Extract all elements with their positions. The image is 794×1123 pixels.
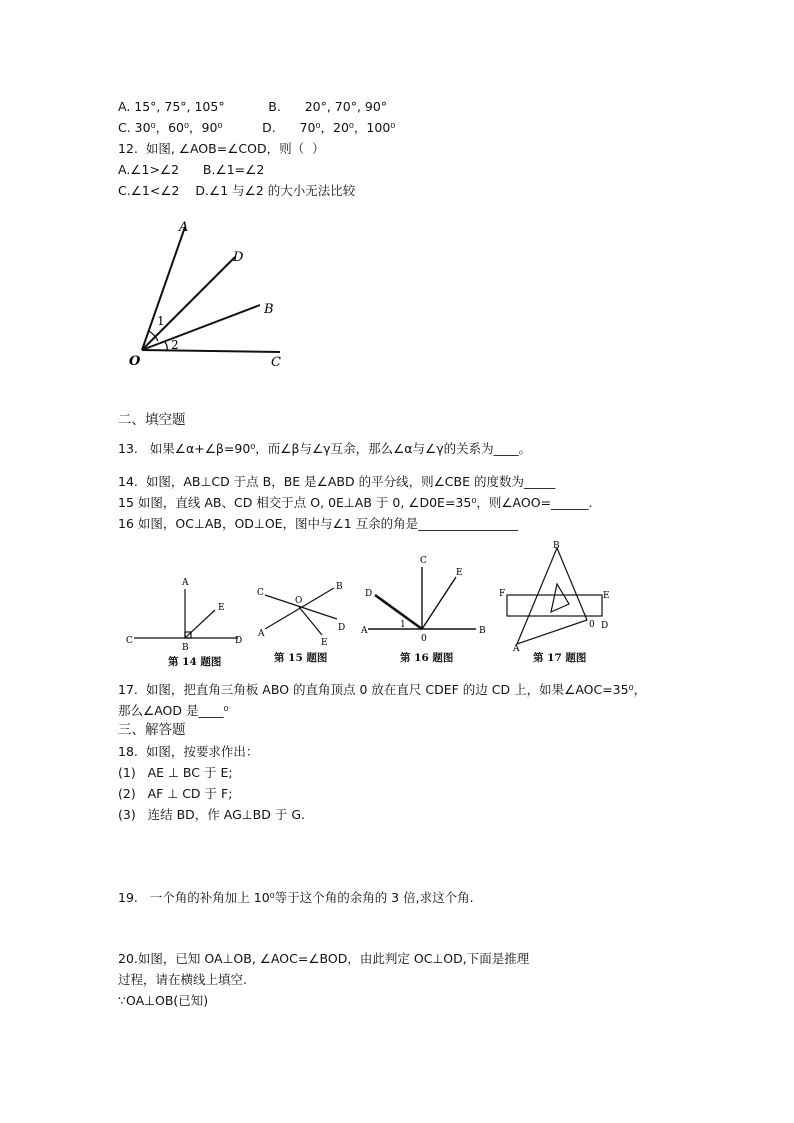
- fig16-label-e: E: [456, 568, 463, 578]
- figure-q12: [125, 215, 295, 375]
- q13: 13. 如果∠α+∠β=90⁰，而∠β与∠γ互余，那么∠α与∠γ的关系为____。: [118, 441, 532, 456]
- fig15-label-o: O: [295, 596, 303, 606]
- fig12-label-c: C: [271, 355, 281, 370]
- fig17-label-b: B: [553, 541, 560, 551]
- fig12-label-1: 1: [157, 314, 165, 328]
- figure-q16: [358, 553, 494, 645]
- q12-option-ab: A.∠1>∠2 B.∠1=∠2: [118, 162, 265, 177]
- fig16-label-o: 0: [421, 634, 427, 644]
- fig15-label-d: D: [338, 623, 346, 633]
- fig16-label-c: C: [420, 556, 427, 566]
- q18-item-2: (2) AF ⊥ CD 于 F;: [118, 786, 233, 801]
- q17-line2: 那么∠AOD 是____⁰: [118, 703, 229, 718]
- q12-stem: 12. 如图, ∠AOB=∠COD，则（ ）: [118, 141, 325, 156]
- fig17-label-o: 0: [589, 620, 595, 630]
- q19: 19. 一个角的补角加上 10⁰等于这个角的余角的 3 倍,求这个角.: [118, 890, 474, 905]
- fig16-label-b: B: [479, 626, 486, 636]
- fig17-label-d: D: [601, 621, 609, 631]
- q12-option-cd: C.∠1<∠2 D.∠1 与∠2 的大小无法比较: [118, 183, 356, 198]
- section-fill-blank: 二、填空题: [118, 412, 186, 428]
- fig14-label-d: D: [235, 636, 243, 646]
- fig16-label-a: A: [361, 626, 368, 636]
- fig17-caption: 第 17 题图: [533, 652, 587, 664]
- q18-item-1: (1) AE ⊥ BC 于 E;: [118, 765, 233, 780]
- fig17-label-f: F: [499, 589, 506, 599]
- fig16-caption: 第 16 题图: [400, 652, 454, 664]
- fig12-label-2: 2: [171, 338, 179, 352]
- figure-q14: [122, 572, 248, 652]
- q18-stem: 18. 如图，按要求作出：: [118, 744, 259, 759]
- fig12-label-a: A: [179, 220, 189, 235]
- fig14-caption: 第 14 题图: [168, 656, 222, 668]
- fig14-label-b: B: [182, 643, 189, 652]
- fig17-label-e: E: [603, 591, 610, 601]
- fig14-label-c: C: [126, 636, 133, 646]
- q14: 14. 如图，AB⊥CD 于点 B，BE 是∠ABD 的平分线，则∠CBE 的度数为_____: [118, 474, 556, 489]
- fig14-label-e: E: [218, 603, 225, 613]
- fig15-label-a: A: [258, 629, 265, 639]
- fig16-label-1: 1: [400, 620, 406, 630]
- fig15-caption: 第 15 题图: [274, 652, 328, 664]
- fig15-label-c: C: [257, 588, 264, 598]
- q20-line1: 20.如图，已知 OA⊥OB, ∠AOC=∠BOD，由此判定 OC⊥OD,下面是推理: [118, 951, 530, 966]
- q11-option-ab: A. 15°, 75°, 105° B. 20°, 70°, 90°: [118, 99, 388, 114]
- fig14-label-a: A: [182, 578, 189, 588]
- q16: 16 如图，OC⊥AB，OD⊥OE，图中与∠1 互余的角是________________: [118, 516, 519, 531]
- figure-q17: [495, 540, 615, 652]
- q20-line3: ∵OA⊥OB(已知): [118, 993, 209, 1008]
- fig12-label-d: D: [233, 250, 244, 265]
- fig15-label-b: B: [336, 582, 343, 592]
- section-answer: 三、解答题: [118, 722, 186, 738]
- figure-q15: [252, 575, 352, 650]
- q18-item-3: (3) 连结 BD，作 AG⊥BD 于 G.: [118, 807, 305, 822]
- fig12-label-b: B: [264, 302, 274, 317]
- q20-line2: 过程，请在横线上填空.: [118, 972, 247, 987]
- q11-option-cd: C. 30⁰，60⁰，90⁰ D. 70⁰，20⁰，100⁰: [118, 120, 396, 135]
- fig17-label-a: A: [513, 644, 520, 652]
- fig15-label-e: E: [321, 638, 328, 648]
- fig16-label-d: D: [365, 589, 373, 599]
- q17-line1: 17. 如图，把直角三角板 ABO 的直角顶点 0 放在直尺 CDEF 的边 CD 上，如果∠AOC=35⁰，: [118, 682, 647, 697]
- q15: 15 如图，直线 AB、CD 相交于点 O, 0E⊥AB 于 0, ∠D0E=35⁰，则∠AOO=______.: [118, 495, 593, 510]
- fig12-label-o: O: [129, 354, 141, 369]
